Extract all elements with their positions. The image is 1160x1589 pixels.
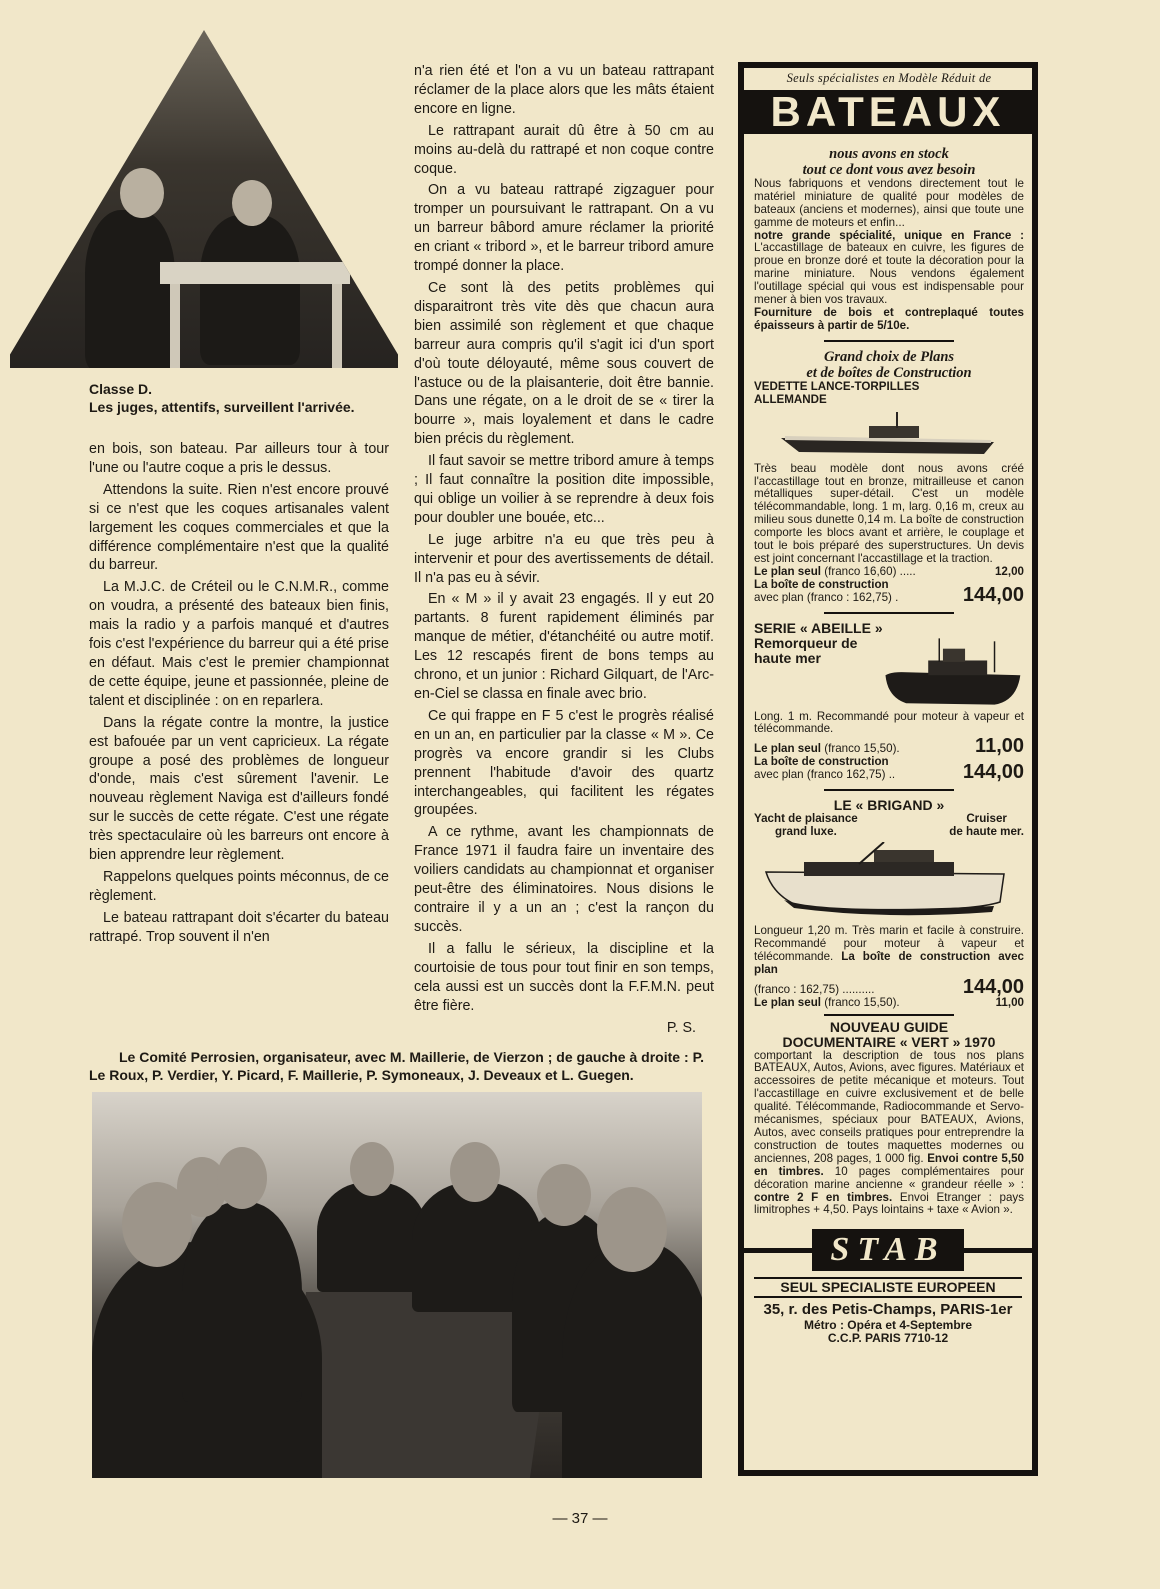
price: 144,00: [962, 975, 1024, 998]
ad-tagline: Seuls spécialistes en Modèle Réduit de: [786, 71, 992, 85]
abeille-subtitle: Remorqueur de haute mer: [754, 634, 858, 666]
ad-metro: Métro : Opéra et 4-Septembre: [803, 1318, 973, 1333]
paragraph: On a vu bateau rattrapé zigzaguer pour tromper un poursuivant le rattrapant. On a vu un barreur bâbord amure réclamer la priorité en criant « tribord », et le barreur tribord amure trompé donner la place.: [414, 182, 714, 275]
caption-text: Le Comité Perrosien, organisateur, avec M. Maillerie, de Vierzon ; de gauche à droite : P. Le Roux, P. Verdier, Y. Picard, F. Maillerie, P. Symoneaux, J. Deveaux et L. Guegen.: [89, 1049, 704, 1083]
yacht-image: [764, 842, 1014, 922]
ad-ccp: C.C.P. PARIS 7710-12: [827, 1331, 949, 1346]
paragraph: Il faut savoir se mettre tribord amure à temps ; Il faut connaître la position dite impossible, qui oblige un voilier à se reprendre à deux fois pour doubler une bouée, etc...: [414, 453, 714, 526]
abeille-description: Long. 1 m. Recommandé pour moteur à vapeur et télécommande.: [754, 709, 1024, 736]
franco-price: (franco 15,50).: [824, 742, 900, 756]
paragraph: Le juge arbitre n'a eu que très peu à intervenir et pour des avertissements de détail. Il n'a pas eu à sévir.: [414, 531, 714, 586]
paragraph: En « M » il y avait 23 engagés. Il y eut 20 partants. 8 furent rapidement éliminés par manque de métier, d'étanchéité ou autre motif. Les 12 rescapés firent de bons temps au chrono, et un junior : Richard Gilquart, de l'Arc-en-Ciel se classa en finale avec brio.: [414, 591, 714, 702]
table-leg: [170, 284, 180, 368]
brigand-label: grand luxe.: [774, 825, 837, 839]
ad-plans-heading: et de boîtes de Construction: [806, 364, 972, 381]
franco-price: (franco : 162,75) ..........: [754, 982, 875, 996]
franco-price: avec plan (franco : 162,75) .: [754, 590, 899, 604]
price-label: Le plan seul: [754, 564, 822, 578]
divider: [824, 340, 954, 342]
photo-judges: [10, 30, 398, 368]
brigand-desc-text: Longueur 1,20 m. Très marin et facile à construire. Recommandé pour moteur à vapeur et télécommande.: [754, 924, 1024, 963]
paragraph: A ce rythme, avant les championnats de France 1971 il faudra faire un inventaire des voiliers candidats au championnat et organiser peut-être des éliminatoires. Nous disions le contraire il y a un an ; c'est la rançon du succès.: [414, 824, 714, 935]
price: 11,00: [995, 995, 1024, 1009]
franco-price: (franco 15,50).: [824, 995, 900, 1009]
vedette-title: VEDETTE LANCE-TORPILLES ALLEMANDE: [754, 379, 920, 406]
brigand-label: Cruiser: [966, 812, 1007, 826]
price: 144,00: [962, 583, 1024, 606]
abeille-title: SERIE « ABEILLE »: [754, 619, 883, 636]
photo-committee-meeting: [92, 1092, 702, 1478]
tugboat-image: [884, 635, 1024, 711]
ad-title: BATEAUX: [744, 90, 1032, 134]
person-figure: [182, 1202, 302, 1402]
guide-envoi: Envoi contre 5,50 en timbres.: [754, 1151, 1024, 1178]
guide-title: NOUVEAU GUIDE: [829, 1018, 949, 1035]
stab-advertisement: [738, 62, 1038, 1476]
franco-price: avec plan (franco 162,75) ..: [754, 768, 896, 782]
person-head: [217, 1147, 267, 1209]
caption-line: Les juges, attentifs, surveillent l'arrivée.: [89, 399, 355, 415]
franco-price: (franco 16,60) .....: [824, 564, 916, 578]
guide-pages: 10 pages complémentaires pour décoration marine ancienne « grandeur réelle » :: [754, 1164, 1024, 1191]
photo-caption-bottom: [89, 1048, 704, 1084]
guide-contre: contre 2 F en timbres.: [754, 1190, 893, 1204]
paragraph: Le bateau rattrapant doit s'écarter du bateau rattrapé. Trop souvent il n'en: [89, 909, 389, 945]
paragraph: Dans la régate contre la montre, la justice est bafouée par un vent capricieux. La régate groupe a posé des problèmes de longueur d'onde, mais c'est sûrement l'avenir. Le nouveau règlement Naviga est d'ailleurs fondé sur le succès de cette régate. C'est une régate très spectaculaire où les barreurs ont encore à bien apprendre leur règlement.: [89, 714, 389, 864]
guide-title: DOCUMENTAIRE « VERT » 1970: [782, 1033, 996, 1050]
vedette-description: Très beau modèle dont nous avons créé l'accastillage tout en bronze, mitrailleuse et canon métalliques super-détail. C'est un modèle télécommandable, long. 1 m, larg. 0,16 m, creux au milieu sous dunette 0,14 m. La boîte de construction comporte les blocs avant et arrière, le couplage et tout le bois préparé des superstructures. Un devis est joint concernant l'accastillage et la traction.: [754, 461, 1024, 565]
paragraph: en bois, son bateau. Par ailleurs tour à tour l'une ou l'autre coque a pris le dessus.: [89, 441, 389, 476]
price-label: La boîte de construction: [754, 577, 889, 591]
price: 12,00: [994, 564, 1024, 578]
price: 11,00: [975, 735, 1024, 758]
page-number: — 37 —: [552, 1510, 608, 1527]
divider: [744, 1248, 812, 1253]
stab-logo: STAB: [812, 1229, 963, 1271]
paragraph: n'a rien été et l'on a vu un bateau rattrapant réclamer de la place alors que les mâts étaient encore en ligne.: [414, 63, 714, 117]
ad-stock-line: tout ce dont vous avez besoin: [802, 161, 976, 178]
table-leg: [332, 284, 342, 368]
ad-intro: Nous fabriquons et vendons directement tout le matériel miniature de qualité pour modèles de bateaux (anciens et modernes), ainsi que toute une gamme de moteurs et enfin...: [754, 176, 1024, 229]
judge-head: [232, 180, 272, 226]
author-signature: P. S.: [666, 1020, 696, 1037]
caption-line: Classe D.: [89, 381, 153, 397]
price-label: La boîte de construction: [754, 755, 889, 769]
ad-seul-specialiste: SEUL SPECIALISTE EUROPEEN: [754, 1277, 1022, 1298]
paragraph: La M.J.C. de Créteil ou le C.N.M.R., comme on voudra, a présenté des bateaux bien finis, mais la radio y a parfois manqué et d'autres fois c'est l'expérience du barreur qui a été prise en défaut. Mais c'est le premier championnat de cette équipe, jeune et passionnée, pleine de talent et disciplinée : on en reparlera.: [89, 579, 389, 709]
guide-description: [754, 1050, 1024, 1218]
judge-figure: [200, 215, 300, 365]
divider: [824, 789, 954, 791]
person-head: [450, 1142, 500, 1202]
ad-stock-line: nous avons en stock: [829, 145, 949, 162]
price-label: La boîte de construction avec plan: [754, 949, 1024, 976]
paragraph: Rappelons quelques points méconnus, de ce règlement.: [89, 868, 389, 904]
price-label: Le plan seul: [754, 742, 822, 756]
price: 144,00: [962, 761, 1024, 784]
paragraph: Le rattrapant aurait dû être à 50 cm au moins au-delà du rattrapé et non coque contre coque.: [414, 122, 714, 177]
torpedo-boat-image: [779, 410, 999, 460]
brigand-label: Yacht de plaisance: [754, 812, 858, 826]
judge-figure: [85, 210, 175, 370]
person-head: [350, 1142, 394, 1196]
paragraph: Ce qui frappe en F 5 c'est le progrès réalisé en un an, en particulier par la classe « M ». Ce progrès va encore grandir si les Clubs prennent l'habitude d'avoir des quartz interchangeables, qui facilitent les régates groupées.: [414, 707, 714, 819]
brigand-title: LE « BRIGAND »: [833, 797, 945, 814]
brigand-description: [754, 925, 1024, 977]
paragraph: Ce sont là des petits problèmes qui disparaitront très vite dès que chacun aura bien assimilé son règlement et que chaque barreur aura compris qu'il s'agit ici d'un sport d'où toute déloyauté, même sous couvert de l'astuce ou de la plaisanterie, doit être bannie. Dans une régate, on a le droit de se « tirer la bourre », mais loyalement et dans le cadre bien précis du règlement.: [414, 279, 714, 448]
person-figure: [317, 1182, 427, 1292]
divider: [824, 1014, 954, 1016]
ad-specialite: L'accastillage de bateaux en cuivre, les figures de proue en bronze doré et toute la décoration pour la marine miniature. Nous vendons également l'outillage spécial qui vous est indispensable pour mener à bien vos travaux.: [754, 241, 1024, 307]
article-column-left: [89, 440, 389, 950]
table: [160, 262, 350, 284]
price-label: Le plan seul: [754, 995, 822, 1009]
person-head: [537, 1164, 591, 1226]
article-column-middle: [414, 62, 714, 1038]
brigand-label: de haute mer.: [949, 825, 1024, 839]
ad-specialite-label: notre grande spécialité, unique en France :: [754, 228, 1024, 242]
photo-caption-top: [89, 380, 399, 416]
ad-address: 35, r. des Petis-Champs, PARIS-1er: [763, 1301, 1013, 1319]
ad-fourniture: Fourniture de bois et contreplaqué toutes épaisseurs à partir de 5/10e.: [754, 305, 1024, 332]
ad-plans-heading: Grand choix de Plans: [823, 348, 955, 365]
paragraph: Il a fallu le sérieux, la discipline et la courtoisie de tous pour tout finir en son temps, cela aussi est un succès dont la F.F.M.N. peut être fière.: [414, 940, 714, 1014]
paragraph: Attendons la suite. Rien n'est encore prouvé si ce n'est que les coques artisanales valent largement les coques commerciales et que la différence complémentaire n'est que la qualité du barreur.: [89, 481, 389, 574]
guide-text: comportant la description de tous nos plans BATEAUX, Autos, Avions, avec figures. Matériaux et accessoires de petite mécanique et moteurs. Tout l'accastillage en cuivre exclusivement et de belle qualité. Télécommande, Radiocommande et Servo-mécanismes, spéciaux pour BATEAUX, Avions, Autos, avec conseils pratiques pour entreprendre la construction de toutes maquettes modernes ou anciennes, 208 pages, 1 000 fig.: [754, 1048, 1024, 1165]
person-figure: [562, 1242, 702, 1478]
divider: [964, 1248, 1032, 1253]
divider: [824, 612, 954, 614]
person-head: [597, 1187, 667, 1272]
guide-etranger: Envoi Etranger : pays limitrophes + 4,50. Pays lointains + taxe « Avion ».: [754, 1190, 1024, 1217]
judge-head: [120, 168, 164, 218]
